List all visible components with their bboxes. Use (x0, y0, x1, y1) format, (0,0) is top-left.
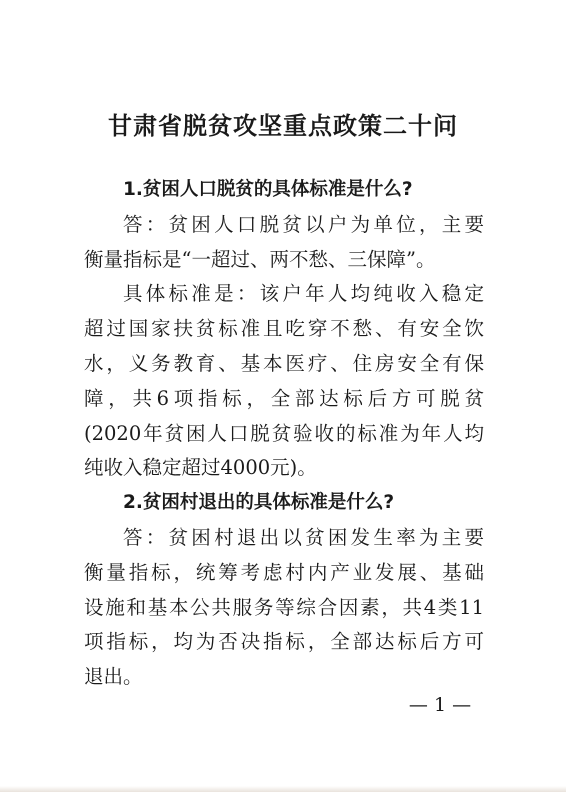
answer-line: 具体标准是：该户年人均纯收入稳定 (123, 282, 484, 306)
document-body (84, 173, 484, 695)
question-heading-1: 1.贫困人口脱贫的具体标准是什么? (123, 179, 413, 200)
page-bottom-edge (0, 786, 566, 792)
answer-line: 答：贫困人口脱贫以户为单位，主要 (123, 212, 484, 236)
answer-line: 衡量指标，统筹考虑村内产业发展、基础 (84, 560, 484, 584)
answer-line: 超过国家扶贫标准且吃穿不愁、有安全饮 (84, 317, 484, 341)
answer-line: 障，共6项指标，全部达标后方可脱贫 (84, 386, 484, 410)
document-title: 甘肃省脱贫攻坚重点政策二十问 (108, 111, 458, 140)
answer-line: (2020年贫困人口脱贫验收的标准为年人均 (84, 421, 484, 445)
answer-line: 水，义务教育、基本医疗、住房安全有保 (84, 351, 484, 375)
answer-line: 纯收入稳定超过4000元)。 (84, 456, 317, 480)
answer-line: 答：贫困村退出以贫困发生率为主要 (123, 525, 484, 549)
answer-line: 设施和基本公共服务等综合因素，共4类11 (84, 595, 484, 619)
answer-line: 退出。 (84, 665, 143, 689)
question-heading-2: 2.贫困村退出的具体标准是什么? (123, 492, 395, 514)
answer-line: 衡量指标是“一超过、两不愁、三保障”。 (84, 247, 436, 271)
page-number: — 1 — (408, 694, 472, 716)
answer-line: 项指标，均为否决指标，全部达标后方可 (84, 630, 484, 654)
